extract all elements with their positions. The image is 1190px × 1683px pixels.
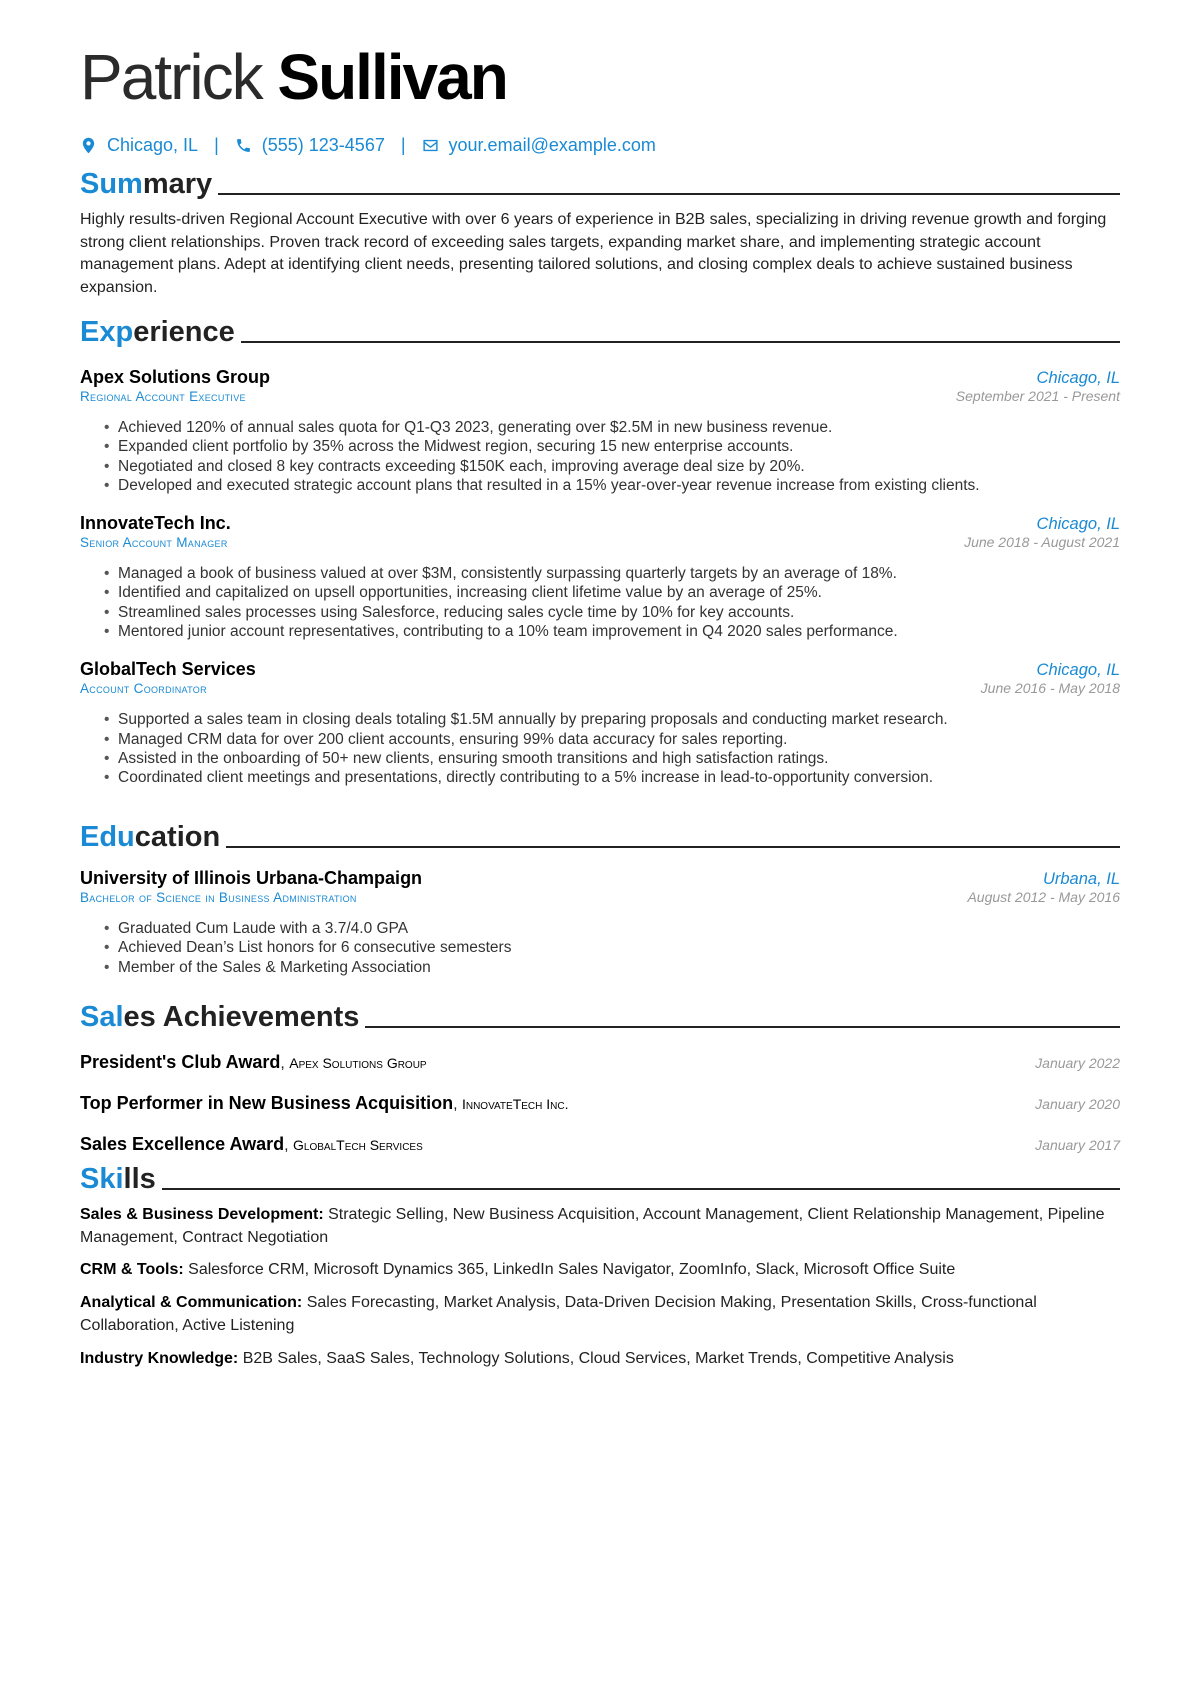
achievement-item: Sales Excellence Award, GlobalTech Services January 2017 — [80, 1134, 1120, 1154]
section-heading: Ski lls — [80, 1165, 1120, 1194]
phone[interactable]: (555) 123-4567 — [261, 135, 385, 155]
job-bullet: • Mentored junior account representatives, contributing to a 10% team improvement in Q4 2020 sales performance. — [104, 622, 1120, 641]
achievement-title: Top Performer in New Business Acquisition — [80, 1093, 454, 1113]
job-dates: September 2021 - Present — [955, 388, 1120, 404]
skill-values: Sales Forecasting, Market Analysis, Data-Driven Decision Making, Presentation Skills, Cross-functional Collaboration, Active Listening — [80, 1294, 1037, 1334]
job-title: Regional Account Executive — [80, 389, 246, 404]
map-pin-icon — [80, 137, 97, 154]
job-bullet: • Streamlined sales processes using Salesforce, reducing sales cycle time by 10% for key accounts. — [104, 603, 1120, 622]
section-heading: Sum mary — [80, 170, 1120, 199]
job-bullet: • Developed and executed strategic account plans that resulted in a 15% year-over-year revenue increase from existing clients. — [104, 476, 1120, 495]
job-title: Account Coordinator — [80, 681, 207, 697]
achievement-date: January 2017 — [1035, 1137, 1120, 1153]
envelope-icon — [422, 137, 439, 154]
achievement-item: President's Club Award, Apex Solutions Group January 2022 — [80, 1052, 1120, 1072]
location: Chicago, IL — [107, 135, 199, 155]
job-location: Chicago, IL — [1036, 515, 1120, 534]
achievement-org: GlobalTech Services — [293, 1137, 423, 1153]
company-name: GlobalTech Services — [80, 659, 256, 680]
achievement-org: InnovateTech Inc. — [461, 1096, 569, 1112]
skill-group — [80, 1292, 1120, 1337]
section-heading: Exp erience — [80, 318, 1120, 347]
job-bullet: • Negotiated and closed 8 key contracts exceeding $150K each, improving average deal size by 20%. — [104, 457, 1120, 476]
achievements-section — [80, 1003, 1120, 1155]
section-heading: Edu cation — [80, 823, 1120, 852]
job-bullet: • Assisted in the onboarding of 50+ new clients, ensuring smooth transitions and high satisfaction ratings. — [104, 749, 1120, 768]
company-name: InnovateTech Inc. — [80, 513, 231, 534]
education-entry — [80, 868, 1120, 977]
skill-values: Strategic Selling, New Business Acquisition, Account Management, Client Relationship Management, Pipeline Management, Contract Negotiation — [80, 1206, 1105, 1246]
skill-label: Industry Knowledge: — [80, 1349, 239, 1367]
job-bullet: • Supported a sales team in closing deals totaling $1.5M annually by preparing proposals and conducting market research. — [104, 710, 1120, 729]
separator: | — [400, 135, 406, 155]
skills-section — [80, 1165, 1120, 1370]
skill-group — [80, 1204, 1120, 1249]
education-bullet: • Graduated Cum Laude with a 3.7/4.0 GPA — [104, 919, 1120, 938]
skill-values: B2B Sales, SaaS Sales, Technology Solutions, Cloud Services, Market Trends, Competitive Analysis — [242, 1349, 954, 1367]
job-entry — [80, 367, 1120, 495]
company-name: Apex Solutions Group — [80, 367, 271, 387]
job-bullet: • Expanded client portfolio by 35% across the Midwest region, securing 15 new enterprise accounts. — [104, 437, 1120, 456]
section-heading: Sal es Achievements — [80, 1003, 1120, 1032]
separator: | — [214, 135, 219, 155]
job-bullet: • Achieved 120% of annual sales quota for Q1-Q3 2023, generating over $2.5M in new business revenue. — [104, 418, 1120, 437]
education-dates: August 2012 - May 2016 — [967, 889, 1120, 905]
job-bullet: • Coordinated client meetings and presentations, directly contributing to a 5% increase in lead-to-opportunity conversion. — [104, 768, 1120, 787]
job-location: Chicago, IL — [1036, 369, 1120, 387]
skill-label: CRM & Tools: — [80, 1261, 184, 1279]
experience-section — [80, 318, 1120, 788]
education-bullet: • Member of the Sales & Marketing Association — [104, 958, 1120, 977]
job-dates: June 2016 - May 2018 — [980, 680, 1120, 697]
job-dates: June 2018 - August 2021 — [964, 534, 1120, 551]
school-name: University of Illinois Urbana-Champaign — [80, 868, 423, 888]
contact-info — [80, 135, 656, 156]
achievement-title: President's Club Award — [80, 1052, 281, 1072]
skill-group — [80, 1259, 1120, 1282]
skill-values: Salesforce CRM, Microsoft Dynamics 365, LinkedIn Sales Navigator, ZoomInfo, Slack, Microsoft Office Suite — [188, 1261, 956, 1279]
job-entry — [80, 659, 1120, 787]
skill-label: Analytical & Communication: — [80, 1294, 303, 1312]
degree: Bachelor of Science in Business Administration — [80, 890, 357, 905]
email-link[interactable]: your.email@example.com — [448, 135, 656, 155]
achievement-org: Apex Solutions Group — [289, 1055, 427, 1071]
skill-group — [80, 1348, 1120, 1371]
job-entry — [80, 513, 1120, 641]
achievement-title: Sales Excellence Award — [80, 1134, 285, 1154]
achievement-date: January 2022 — [1035, 1055, 1120, 1071]
job-location: Chicago, IL — [1036, 661, 1120, 680]
summary-text: Highly results-driven Regional Account Executive with over 6 years of experience in B2B sales, specializing in driving revenue growth and forging strong client relationships. Proven track record of exceeding sales targets, expanding market share, and implementing strategic account management plans. Adept at identifying client needs, presenting tailored solutions, and closing complex deals to achieve sustained business expansion. — [80, 211, 1107, 297]
education-section — [80, 823, 1120, 977]
education-bullet: • Achieved Dean’s List honors for 6 consecutive semesters — [104, 938, 1120, 957]
job-bullet: • Managed a book of business valued at over $3M, consistently surpassing quarterly targets by an average of 18%. — [104, 564, 1120, 583]
phone-icon — [235, 137, 252, 154]
summary-section — [80, 170, 1120, 300]
job-bullet: • Managed CRM data for over 200 client accounts, ensuring 99% data accuracy for sales reporting. — [104, 730, 1120, 749]
achievement-item: Top Performer in New Business Acquisition, InnovateTech Inc. January 2020 — [80, 1093, 1120, 1113]
job-title: Senior Account Manager — [80, 535, 228, 551]
school-location: Urbana, IL — [1042, 870, 1120, 888]
candidate-name: Patrick Sullivan — [80, 41, 507, 113]
skill-label: Sales & Business Development: — [80, 1206, 324, 1223]
job-bullet: • Identified and capitalized on upsell opportunities, increasing client lifetime value by an average of 25%. — [104, 583, 1120, 602]
achievement-date: January 2020 — [1035, 1096, 1120, 1112]
